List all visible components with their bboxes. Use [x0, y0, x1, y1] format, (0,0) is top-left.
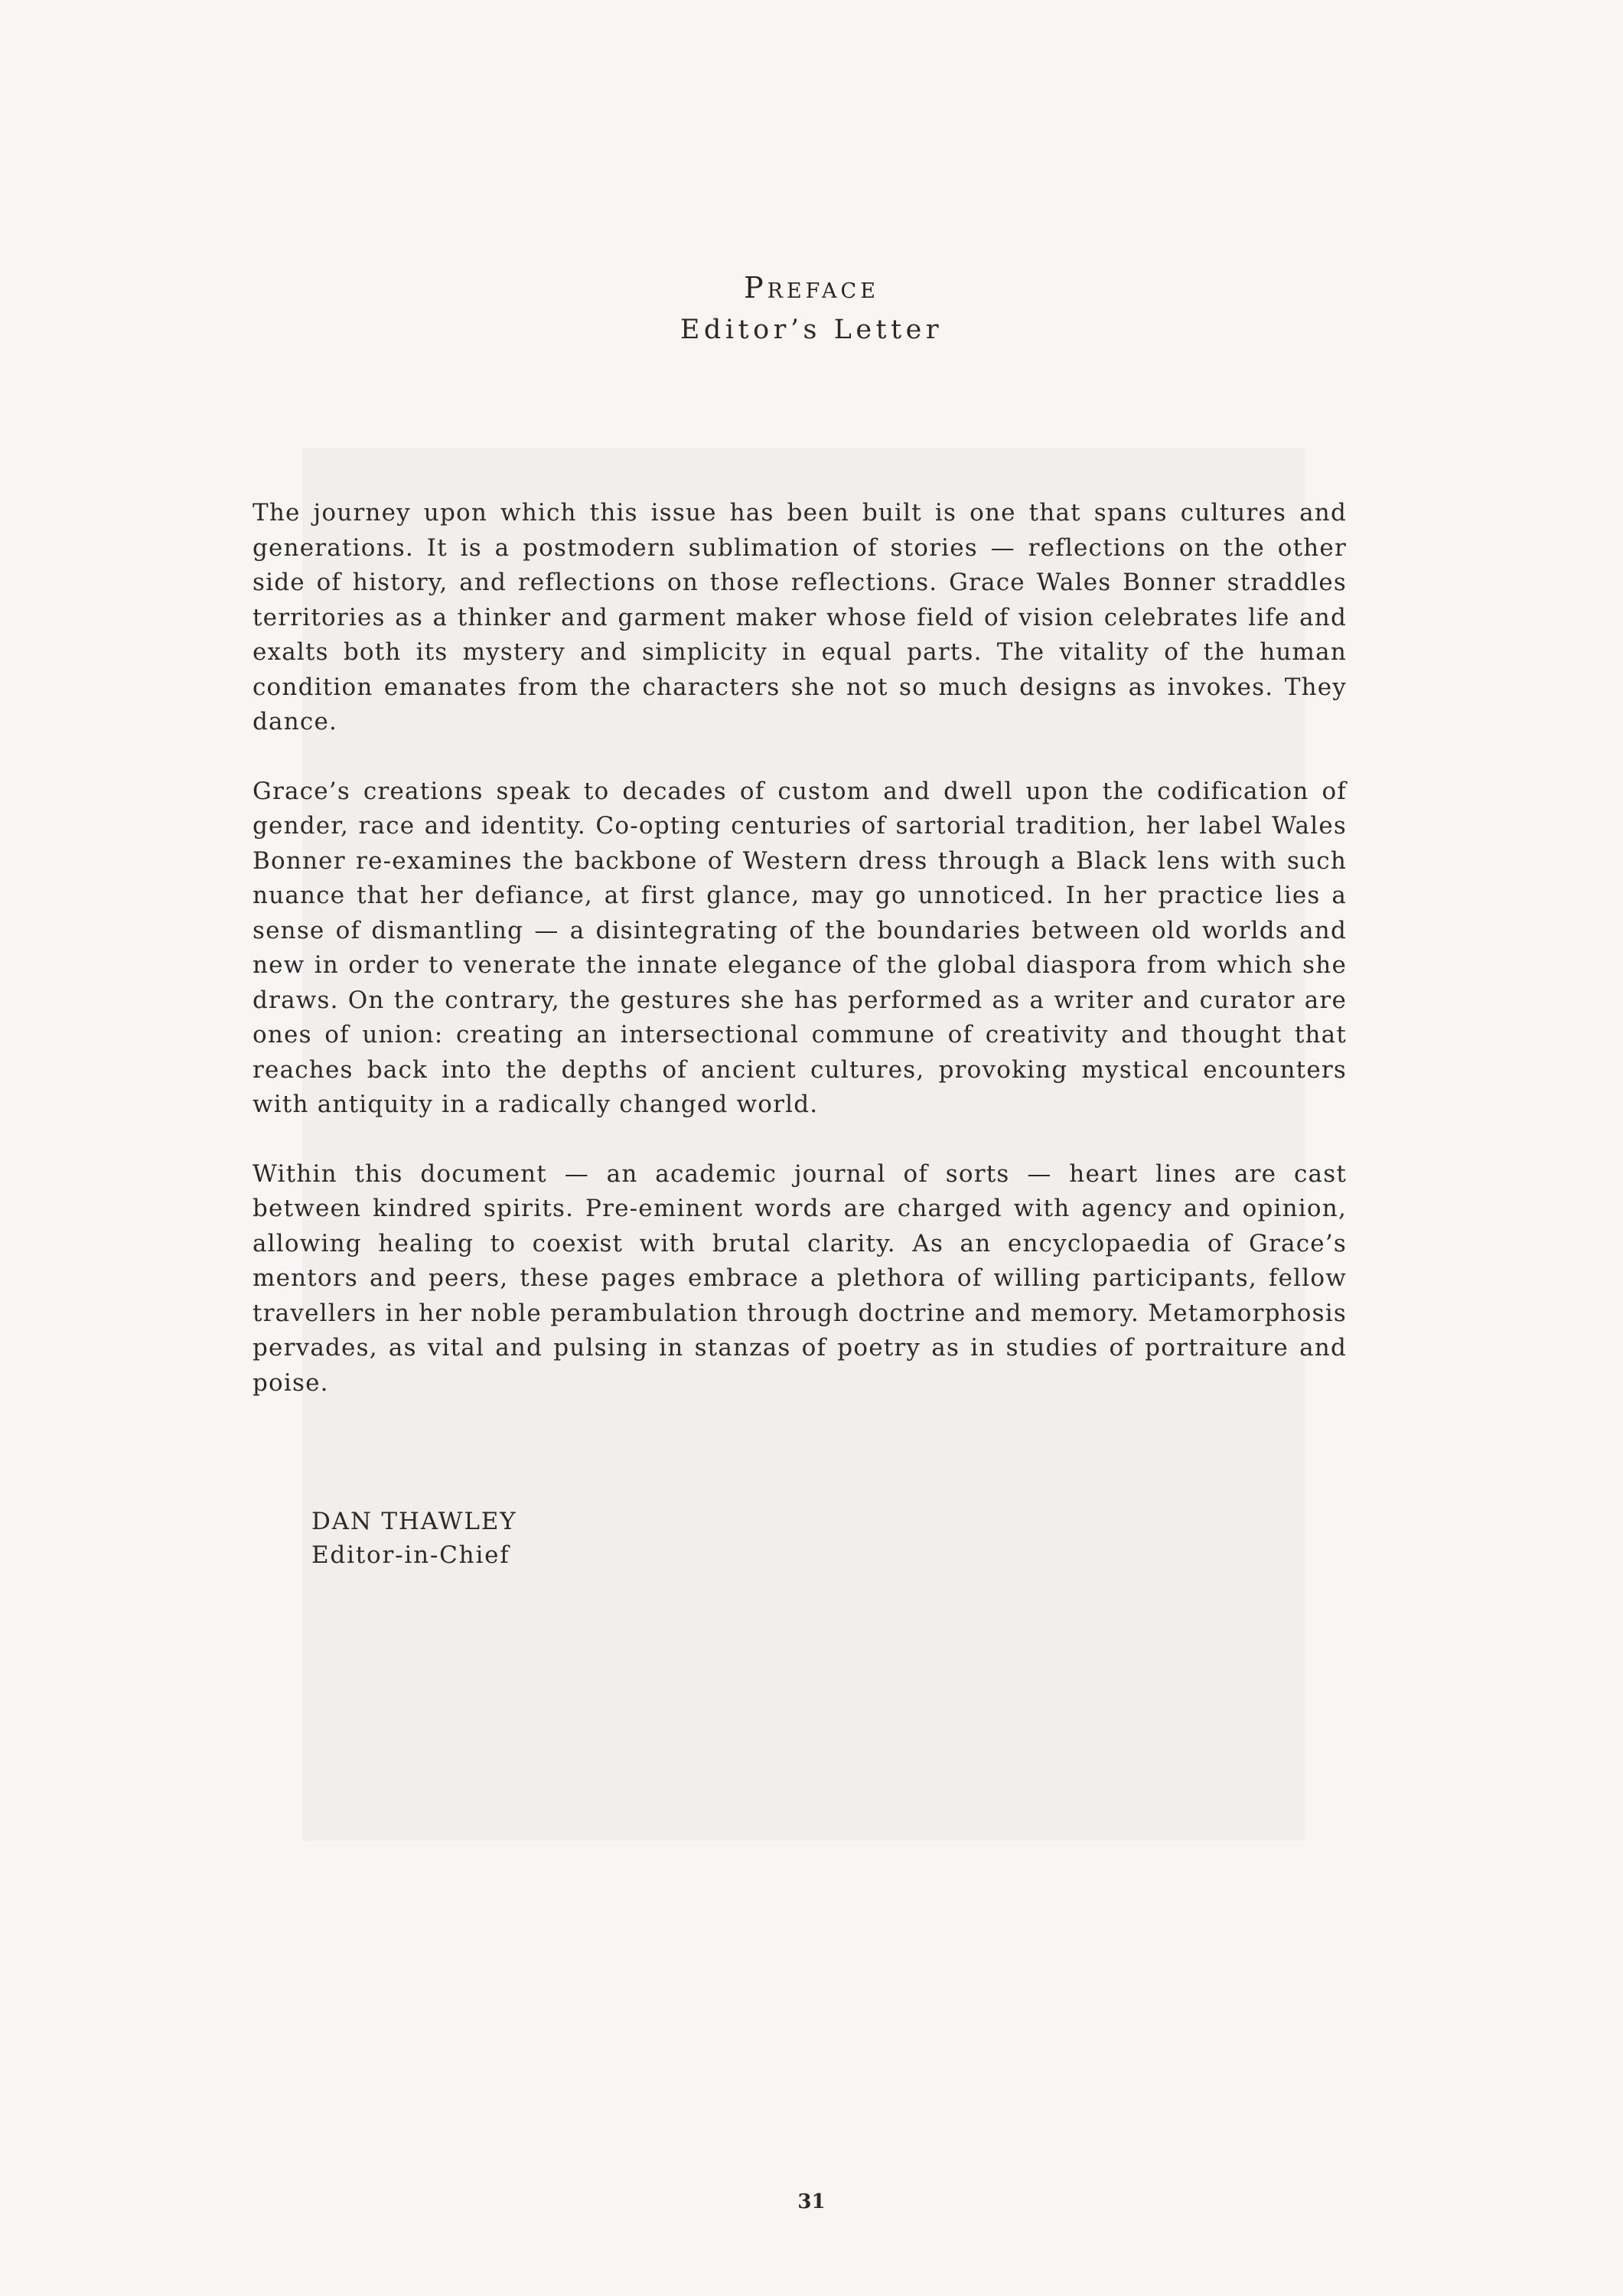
page-header [0, 269, 1623, 349]
paragraph: Grace’s creations speak to decades of custom and dwell upon the codification of gender, race and identity. Co-opting centuries of sartorial tradition, her label Wales Bonner re-examines the backbone of Western dress through a Black lens with such nuance that her defiance, at first glance, may go unnoticed. In her practice lies a sense of dismantling — a disintegrating of the boundaries between old worlds and new in order to venerate the innate elegance of the global diaspora from which she draws. On the contrary, the gestures she has performed as a writer and curator are ones of union: creating an intersectional commune of creativity and thought that reaches back into the depths of ancient cultures, provoking mystical encounters with antiquity in a radically changed world. [253, 777, 1347, 1118]
page-title [0, 269, 1623, 306]
signature-name: DAN THAWLEY [311, 1508, 517, 1535]
page-number: 31 [797, 2190, 826, 2213]
letter-body [253, 496, 1347, 1435]
signature-block [311, 1505, 517, 1572]
page-subtitle: Editor’s Letter [680, 315, 943, 345]
paragraph: Within this document — an academic journal of sorts — heart lines are cast between kindred spirits. Pre-eminent words are charged with agency and opinion, allowing healing to coexist with brutal clarity. As an encyclopaedia of Grace’s mentors and peers, these pages embrace a plethora of willing participants, fellow travellers in her noble perambulation through doctrine and memory. Metamorphosis pervades, as vital and pulsing in stanzas of poetry as in studies of portraiture and poise. [253, 1159, 1347, 1397]
page-title-text: Preface [744, 271, 879, 305]
paragraph: The journey upon which this issue has been built is one that spans cultures and generations. It is a postmodern sublimation of stories — reflections on the other side of history, and reflections on those reflections. Grace Wales Bonner straddles territories as a thinker and garment maker whose field of vision celebrates life and exalts both its mystery and simplicity in equal parts. The vitality of the human condition emanates from the characters she not so much designs as invokes. They dance. [253, 499, 1347, 735]
signature-role: Editor-in-Chief [311, 1541, 510, 1569]
